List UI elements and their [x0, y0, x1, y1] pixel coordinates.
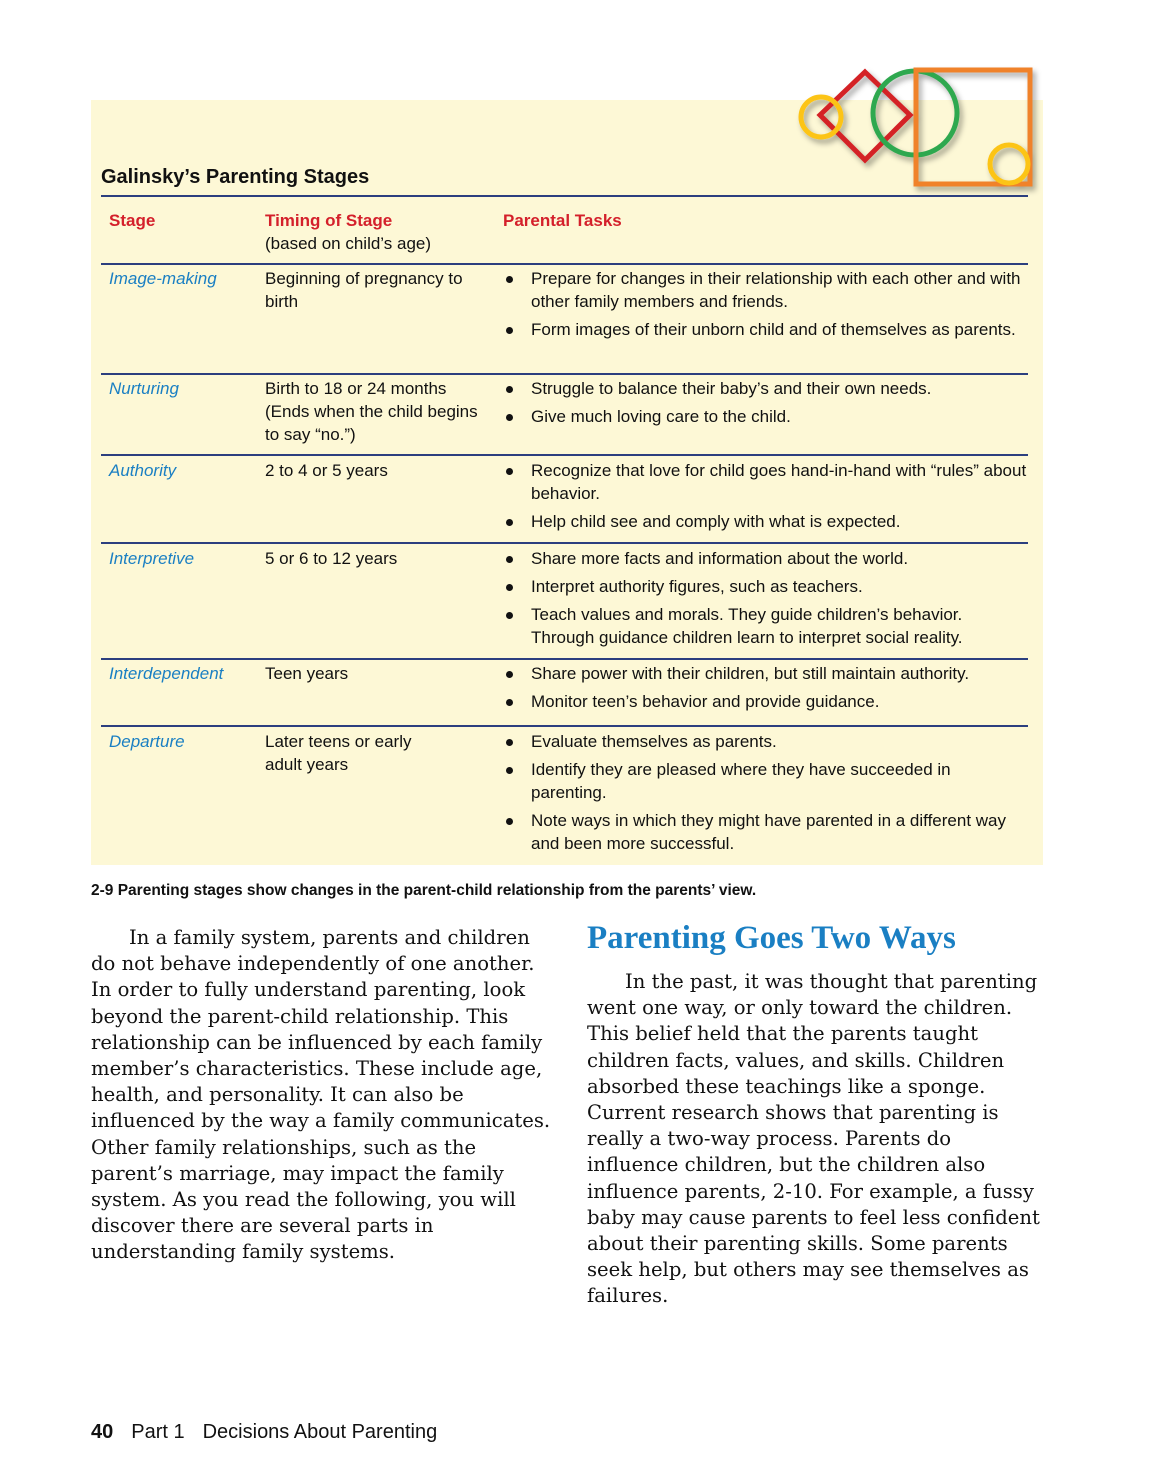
stage-name: Image-making — [109, 269, 217, 288]
column-header-timing-sub: (based on child’s age) — [265, 234, 432, 253]
task-item — [503, 758, 1028, 804]
decorative-shapes — [790, 60, 1050, 210]
task-text: Struggle to balance their baby’s and their own needs. — [531, 379, 932, 398]
bullet-icon — [506, 386, 513, 393]
stage-timing: 5 or 6 to 12 years — [265, 549, 398, 568]
task-item — [503, 405, 1028, 428]
bullet-icon — [506, 468, 513, 475]
parental-tasks-list — [503, 459, 1028, 538]
stage-timing: Later teens or early adult years — [265, 732, 412, 774]
bullet-icon — [506, 818, 513, 825]
stage-timing: Birth to 18 or 24 months (Ends when the child begins to say “no.”) — [265, 379, 478, 444]
bullet-icon — [506, 739, 513, 746]
task-text: Share more facts and information about the world. — [531, 549, 909, 568]
stage-name: Authority — [109, 461, 177, 480]
column-header-stage — [109, 209, 155, 232]
task-text: Help child see and comply with what is expected. — [531, 512, 901, 531]
page-number: 40 — [91, 1421, 114, 1443]
section-heading: Parenting Goes Two Ways — [587, 920, 956, 956]
stage-timing: 2 to 4 or 5 years — [265, 461, 388, 480]
task-item — [503, 318, 1028, 341]
bullet-icon — [506, 584, 513, 591]
column-header-tasks — [503, 209, 622, 232]
body-paragraph: In the past, it was thought that parenting went one way, or only toward the children. This belief held that the parents taught children facts, values, and skills. Children absorbed these teachings like a sponge. Current research shows that parenting is really a two-way process. Parents do influence children, but the children also influence parents, 2-10. For example, a fussy baby may cause parents to feel less confident about their parenting skills. Some parents seek help, but others may see themselves as failures. — [587, 970, 1040, 1308]
task-item — [503, 377, 1028, 400]
stage-timing: Teen years — [265, 664, 349, 683]
task-item — [503, 730, 1028, 753]
red-diamond-icon — [820, 72, 910, 160]
task-text: Evaluate themselves as parents. — [531, 732, 777, 751]
task-text: Share power with their children, but still maintain authority. — [531, 664, 970, 683]
task-text: Monitor teen’s behavior and provide guidance. — [531, 692, 880, 711]
part-label: Part 1 — [131, 1421, 185, 1443]
column-header-tasks-label: Parental Tasks — [503, 211, 622, 230]
stage-name: Interpretive — [109, 549, 195, 568]
column-header-stage-label: Stage — [109, 211, 156, 230]
task-item — [503, 603, 1028, 649]
figure-caption: 2-9 Parenting stages show changes in the parent-child relationship from the parents’ view. — [91, 882, 757, 899]
row-divider — [101, 725, 1028, 727]
task-text: Form images of their unborn child and of themselves as parents. — [531, 320, 1016, 339]
chapter-title: Decisions About Parenting — [202, 1421, 438, 1443]
task-item — [503, 809, 1028, 855]
page-footer — [91, 1421, 437, 1444]
body-paragraph: In a family system, parents and children do not behave independently of one another. In order to fully understand parenting, look beyond the parent-child relationship. This relationship can be influenced by each family member’s characteristics. These include age, health, and personality. It can also be influenced by the way a family communicates. Other family relationships, such as the parent’s marriage, may impact the family system. As you read the following, you will discover there are several parts in understanding family systems. — [91, 926, 551, 1264]
parental-tasks-list — [503, 377, 1028, 433]
parental-tasks-list — [503, 267, 1028, 346]
bullet-icon — [506, 699, 513, 706]
yellow-circle-icon — [990, 145, 1028, 183]
task-item — [503, 690, 1028, 713]
task-item — [503, 575, 1028, 598]
task-item — [503, 459, 1028, 505]
column-header-timing — [265, 209, 431, 255]
bullet-icon — [506, 414, 513, 421]
task-item — [503, 547, 1028, 570]
stage-name: Nurturing — [109, 379, 179, 398]
parental-tasks-list — [503, 662, 1028, 718]
bullet-icon — [506, 556, 513, 563]
task-text: Interpret authority figures, such as teachers. — [531, 577, 863, 596]
body-column-right — [587, 969, 1047, 1310]
orange-square-icon — [916, 70, 1030, 184]
task-text: Note ways in which they might have parented in a different way and been more successful. — [531, 811, 1007, 853]
stage-timing: Beginning of pregnancy to birth — [265, 269, 463, 311]
parental-tasks-list — [503, 730, 1028, 860]
title-divider — [101, 195, 1028, 197]
row-divider — [101, 542, 1028, 544]
row-divider — [101, 658, 1028, 660]
task-text: Give much loving care to the child. — [531, 407, 791, 426]
bullet-icon — [506, 276, 513, 283]
task-text: Recognize that love for child goes hand-in-hand with “rules” about behavior. — [531, 461, 1027, 503]
task-text: Prepare for changes in their relationship with each other and with other family members and friends. — [531, 269, 1021, 311]
figure-title: Galinsky’s Parenting Stages — [101, 166, 370, 188]
row-divider — [101, 373, 1028, 375]
bullet-icon — [506, 767, 513, 774]
parental-tasks-list — [503, 547, 1028, 654]
task-text: Identify they are pleased where they have succeeded in parenting. — [531, 760, 951, 802]
task-text: Teach values and morals. They guide children’s behavior. Through guidance children learn to interpret social reality. — [531, 605, 963, 647]
bullet-icon — [506, 612, 513, 619]
bullet-icon — [506, 519, 513, 526]
bullet-icon — [506, 671, 513, 678]
task-item — [503, 267, 1028, 313]
column-header-timing-label: Timing of Stage — [265, 211, 393, 230]
task-item — [503, 510, 1028, 533]
body-column-left — [91, 925, 551, 1266]
stage-name: Interdependent — [109, 664, 224, 683]
row-divider — [101, 263, 1028, 265]
task-item — [503, 662, 1028, 685]
stage-name: Departure — [109, 732, 185, 751]
bullet-icon — [506, 327, 513, 334]
row-divider — [101, 454, 1028, 456]
